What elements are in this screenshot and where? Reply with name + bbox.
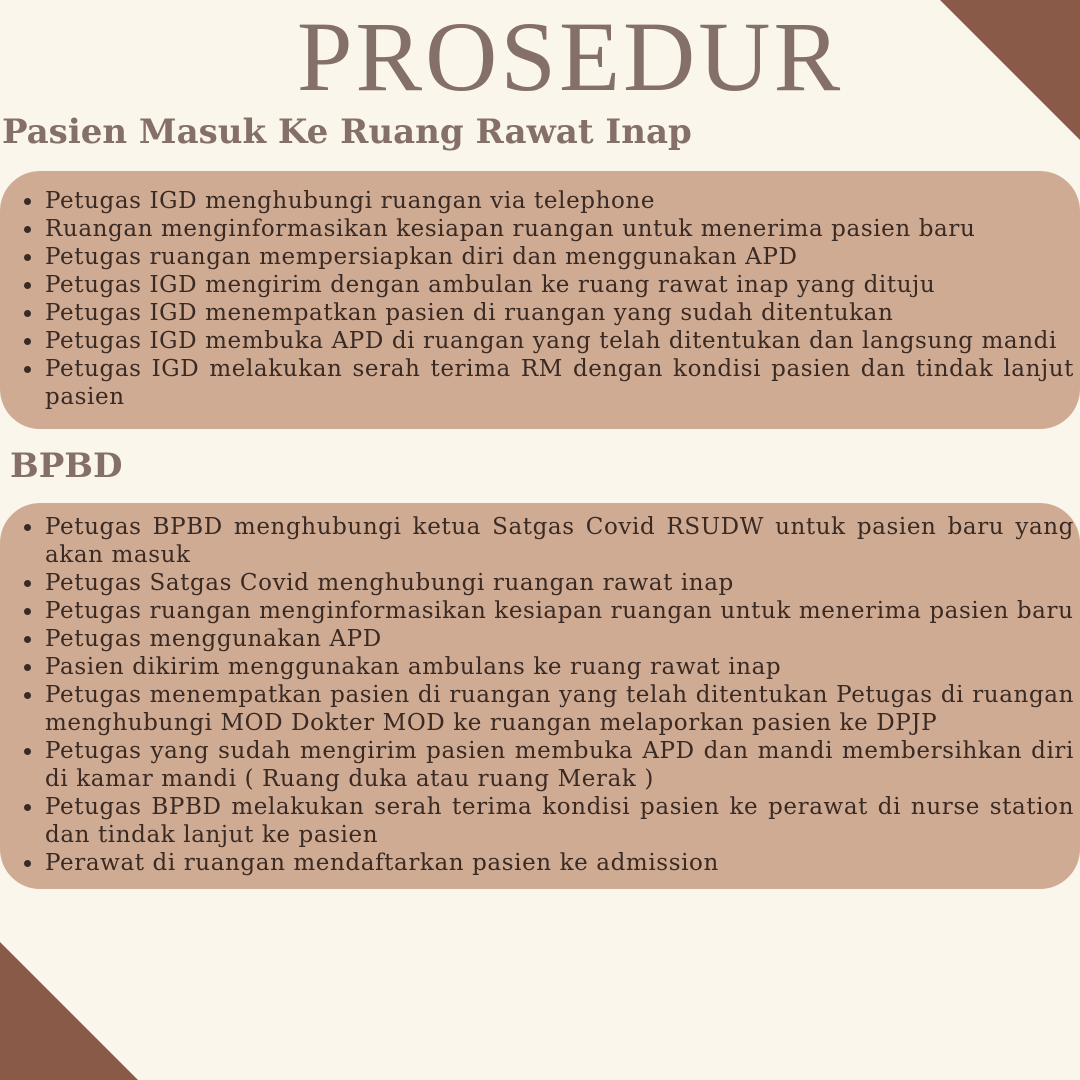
list-item: Petugas Satgas Covid menghubungi ruangan rawat inap [0,569,1074,597]
procedure-panel-bpbd [0,503,1080,889]
list-item: Petugas menempatkan pasien di ruangan yang telah ditentukan Petugas di ruangan menghubungi MOD Dokter MOD ke ruangan melaporkan pasien ke DPJP [0,681,1074,737]
procedure-list-bpbd [0,513,1074,877]
list-item: Petugas menggunakan APD [0,625,1074,653]
list-item: Petugas ruangan mempersiapkan diri dan menggunakan APD [0,243,1074,271]
list-item: Petugas IGD mengirim dengan ambulan ke ruang rawat inap yang dituju [0,271,1074,299]
procedure-list-rawat-inap [0,187,1074,411]
list-item: Petugas BPBD menghubungi ketua Satgas Covid RSUDW untuk pasien baru yang akan masuk [0,513,1074,569]
list-item: Petugas IGD menghubungi ruangan via telephone [0,187,1074,215]
list-item: Pasien dikirim menggunakan ambulans ke ruang rawat inap [0,653,1074,681]
page-title: PROSEDUR [296,1,844,112]
list-item: Petugas ruangan menginformasikan kesiapan ruangan untuk menerima pasien baru [0,597,1074,625]
list-item: Petugas BPBD melakukan serah terima kondisi pasien ke perawat di nurse station dan tindak lanjut ke pasien [0,793,1074,849]
list-item: Petugas IGD membuka APD di ruangan yang telah ditentukan dan langsung mandi [0,327,1074,355]
corner-decoration-bottom-left [0,942,138,1080]
list-item: Perawat di ruangan mendaftarkan pasien ke admission [0,849,1074,877]
list-item: Petugas IGD menempatkan pasien di ruangan yang sudah ditentukan [0,299,1074,327]
list-item: Petugas yang sudah mengirim pasien membuka APD dan mandi membersihkan diri di kamar mandi ( Ruang duka atau ruang Merak ) [0,737,1074,793]
list-item: Ruangan menginformasikan kesiapan ruangan untuk menerima pasien baru [0,215,1074,243]
section-heading-rawat-inap: Pasien Masuk Ke Ruang Rawat Inap [2,112,692,152]
procedure-panel-rawat-inap [0,171,1080,429]
section-heading-bpbd: BPBD [10,446,123,486]
list-item: Petugas IGD melakukan serah terima RM dengan kondisi pasien dan tindak lanjut pasien [0,355,1074,411]
